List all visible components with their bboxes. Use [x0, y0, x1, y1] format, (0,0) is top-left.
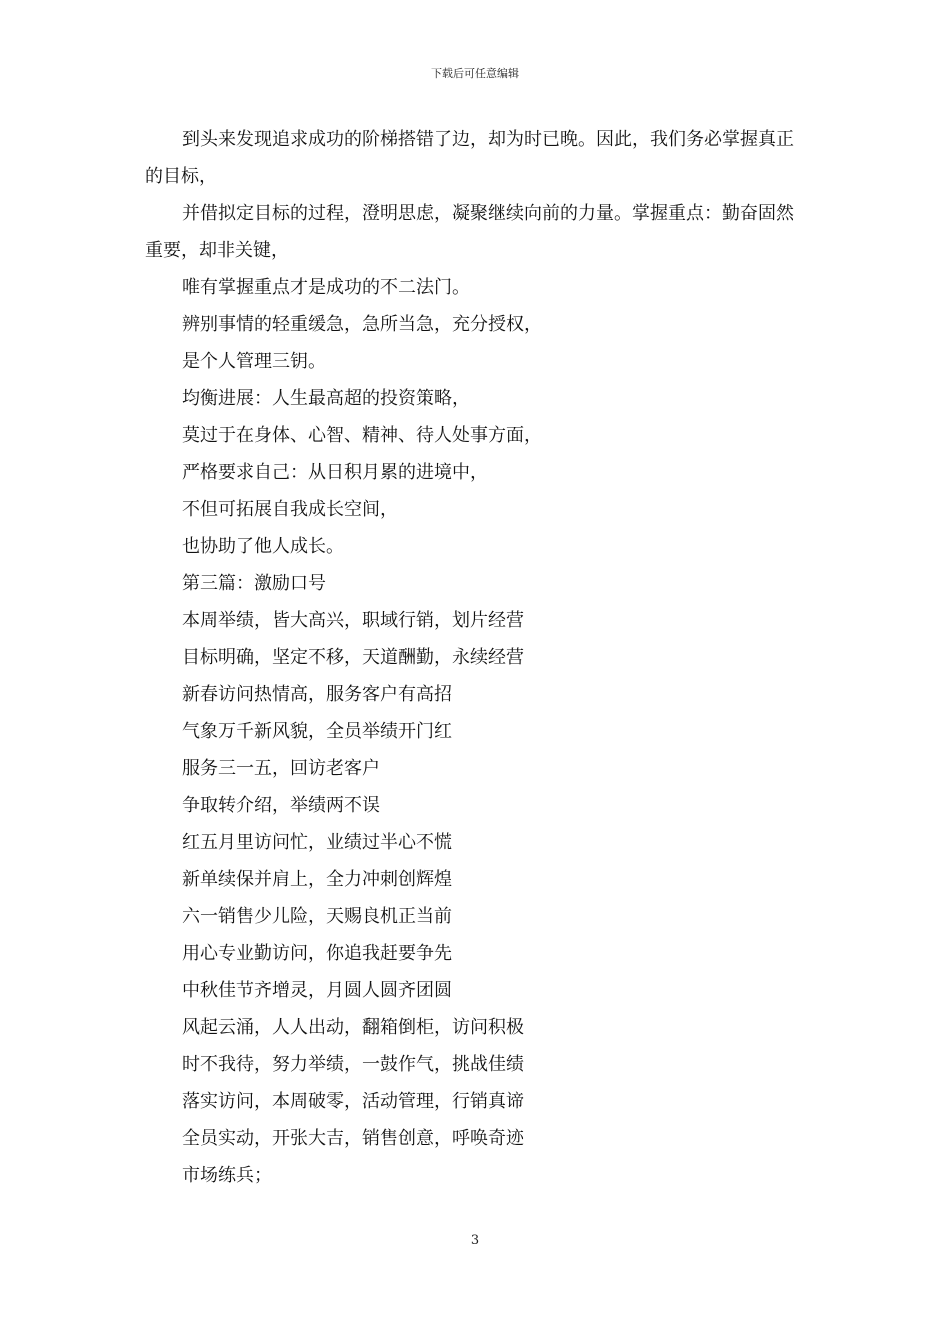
slogan-line: 气象万千新风貌，全员举绩开门红 [182, 721, 452, 742]
paragraph: 辨别事情的轻重缓急，急所当急，充分授权， [182, 314, 542, 335]
slogan-line: 服务三一五，回访老客户 [182, 758, 380, 779]
page-number: 3 [470, 1233, 480, 1248]
slogan-line: 六一销售少儿险，天赐良机正当前 [182, 906, 452, 927]
slogan-line: 本周举绩，皆大高兴，职域行销，划片经营 [182, 610, 524, 631]
paragraph: 并借拟定目标的过程，澄明思虑，凝聚继续向前的力量。掌握重点：勤奋固然重要，却非关键， [145, 203, 794, 261]
slogan-line: 用心专业勤访问，你追我赶要争先 [182, 943, 452, 964]
paragraph: 不但可拓展自我成长空间， [182, 499, 398, 520]
slogan-line: 目标明确，坚定不移，天道酬勤，永续经营 [182, 647, 524, 668]
paragraph: 到头来发现追求成功的阶梯搭错了边，却为时已晚。因此，我们务必掌握真正的目标， [145, 129, 794, 187]
slogan-line: 落实访问，本周破零，活动管理，行销真谛 [182, 1091, 524, 1112]
document-body [145, 121, 807, 1194]
slogan-line: 新春访问热情高，服务客户有高招 [182, 684, 452, 705]
slogan-line: 新单续保并肩上，全力冲刺创辉煌 [182, 869, 452, 890]
slogan-line: 时不我待，努力举绩，一鼓作气，挑战佳绩 [182, 1054, 524, 1075]
slogan-line: 红五月里访问忙，业绩过半心不慌 [182, 832, 452, 853]
paragraph: 严格要求自己：从日积月累的进境中， [182, 462, 488, 483]
page-header: 下载后可任意编辑 [431, 67, 519, 80]
slogan-line: 争取转介绍，举绩两不误 [182, 795, 380, 816]
slogan-line: 全员实动，开张大吉，销售创意，呼唤奇迹 [182, 1128, 524, 1149]
paragraph: 莫过于在身体、心智、精神、待人处事方面， [182, 425, 542, 446]
slogan-line: 中秋佳节齐增灵，月圆人圆齐团圆 [182, 980, 452, 1001]
slogan-line: 风起云涌，人人出动，翻箱倒柜，访问积极 [182, 1017, 524, 1038]
paragraph: 唯有掌握重点才是成功的不二法门。 [182, 277, 470, 298]
paragraph: 是个人管理三钥。 [182, 351, 326, 372]
paragraph: 也协助了他人成长。 [182, 536, 344, 557]
section-heading: 第三篇：激励口号 [182, 573, 326, 594]
slogan-line: 市场练兵； [182, 1165, 272, 1186]
paragraph: 均衡进展：人生最高超的投资策略， [182, 388, 470, 409]
